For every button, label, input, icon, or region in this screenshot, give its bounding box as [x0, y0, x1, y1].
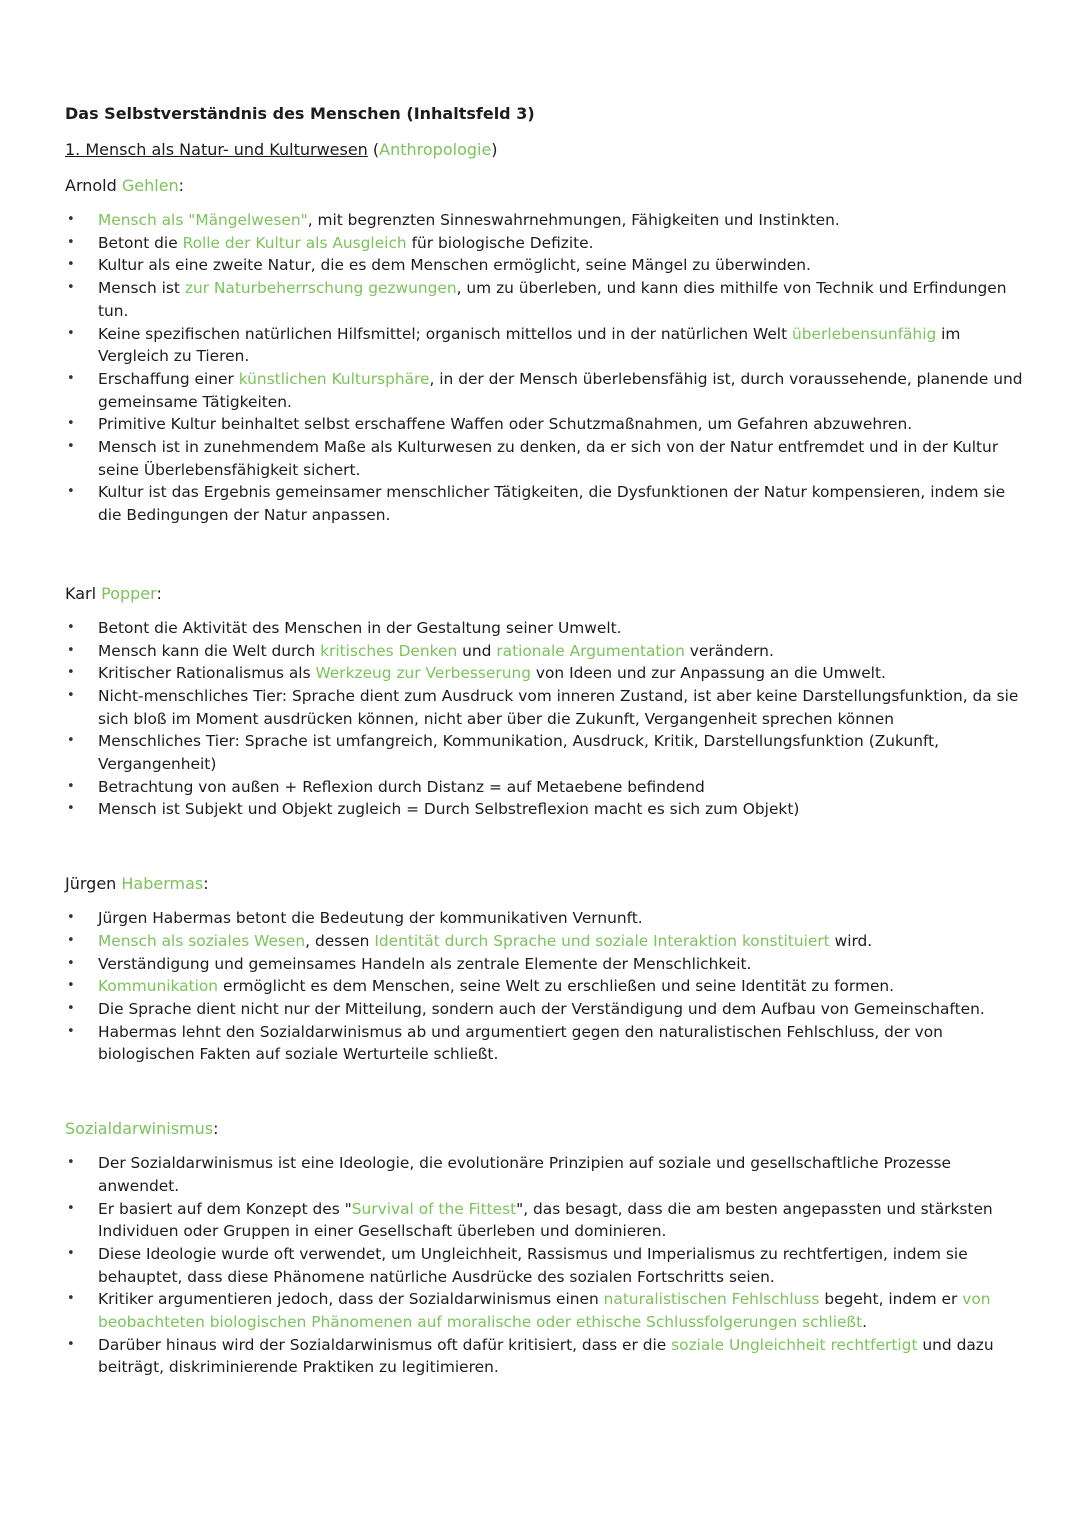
document-title: Das Selbstverständnis des Menschen (Inhaltsfeld 3) — [65, 104, 535, 123]
bullet-icon: • — [67, 325, 75, 341]
bullet-icon: • — [67, 1200, 75, 1216]
list-item: • Mensch ist Subjekt und Objekt zugleich = Durch Selbstreflexion macht es sich zum Objekt) — [65, 798, 1025, 821]
list-item: • Erschaffung einer künstlichen Kultursphäre, in der der Mensch überlebensfähig ist, durch voraussehende, planende und gemeinsame Tätigkeiten. — [67, 369, 1023, 411]
list-item: • Mensch als soziales Wesen, dessen Identität durch Sprache und soziale Interaktion konstituiert wird. — [65, 930, 1025, 953]
list-item: • Nicht-menschliches Tier: Sprache dient zum Ausdruck vom inneren Zustand, ist aber keine Darstellungsfunktion, da sie sich bloß im Moment ausdrücken können, nicht aber über die Zukunft, Vergangenheit sprechen können — [67, 686, 1019, 728]
bullet-icon: • — [67, 1000, 75, 1016]
list-item: • Diese Ideologie wurde oft verwendet, um Ungleichheit, Rassismus und Imperialismus zu rechtfertigen, indem sie behauptet, dass diese Phänomene natürliche Ausdrücke des sozialen Fortschritts seien. — [67, 1244, 968, 1286]
list-item: • Betont die Aktivität des Menschen in der Gestaltung seiner Umwelt. — [65, 617, 1025, 640]
section-heading-gehlen: Arnold Gehlen: — [65, 176, 185, 195]
bullet-icon: • — [67, 932, 75, 948]
bullet-icon: • — [67, 619, 75, 635]
bullet-icon: • — [67, 955, 75, 971]
bullet-icon: • — [67, 484, 75, 500]
section-popper — [65, 583, 1025, 821]
list-item: • Kritischer Rationalismus als Werkzeug zur Verbesserung von Ideen und zur Anpassung an die Umwelt. — [65, 662, 1025, 685]
list-item: • Kultur ist das Ergebnis gemeinsamer menschlicher Tätigkeiten, die Dysfunktionen der Natur kompensieren, indem sie die Bedingungen der Natur anpassen. — [67, 483, 1006, 525]
list-item: • Jürgen Habermas betont die Bedeutung der kommunikativen Vernunft. — [65, 907, 1025, 930]
list-item: • Primitive Kultur beinhaltet selbst erschaffene Waffen oder Schutzmaßnahmen, um Gefahren abzuwehren. — [65, 413, 1025, 436]
bullet-icon: • — [67, 978, 75, 994]
list-item: • Mensch als "Mängelwesen", mit begrenzten Sinneswahrnehmungen, Fähigkeiten und Instinkten. — [65, 209, 1025, 232]
section-heading-popper: Karl Popper: — [65, 583, 162, 603]
section-sozialdarwinismus — [65, 1118, 1025, 1379]
list-item: • Kultur als eine zweite Natur, die es dem Menschen ermöglicht, seine Mängel zu überwinden. — [65, 254, 1025, 277]
bullet-icon: • — [67, 234, 75, 250]
bullet-icon: • — [67, 1023, 75, 1039]
list-item: • Mensch ist in zunehmendem Maße als Kulturwesen zu denken, da er sich von der Natur entfremdet und in der Kultur seine Überlebensfähigkeit sichert. — [67, 438, 999, 479]
list-item: • Mensch ist zur Naturbeherrschung gezwungen, um zu überleben, und kann dies mithilfe von Technik und Erfindungen tun. — [67, 279, 1007, 320]
list-item: • Darüber hinaus wird der Sozialdarwinismus oft dafür kritisiert, dass er die soziale Ungleichheit rechtfertigt und dazu beiträgt, diskriminierende Praktiken zu legitimieren. — [67, 1335, 994, 1377]
bullet-icon: • — [67, 1291, 75, 1307]
bullet-icon: • — [67, 665, 75, 681]
chapter-title: 1. Mensch als Natur- und Kulturwesen — [65, 140, 368, 159]
bullet-icon: • — [67, 280, 75, 296]
bullet-icon: • — [67, 1155, 75, 1171]
bullet-list-habermas — [65, 907, 1025, 1066]
section-gehlen — [65, 175, 1025, 527]
list-item: • Keine spezifischen natürlichen Hilfsmittel; organisch mittellos und in der natürlichen Welt überlebensunfähig im Vergleich zu Tieren. — [67, 324, 961, 366]
list-item: • Kritiker argumentieren jedoch, dass der Sozialdarwinismus einen naturalistischen Fehlschluss begeht, indem er von beobachteten biologischen Phänomenen auf moralische oder ethische Schlussfolgerungen schließt. — [67, 1290, 991, 1332]
section-heading-habermas: Jürgen Habermas: — [65, 874, 209, 894]
section-habermas — [65, 873, 1025, 1066]
bullet-icon: • — [67, 733, 75, 749]
chapter-topic: Anthropologie — [379, 140, 492, 159]
bullet-icon: • — [67, 778, 75, 794]
document-page — [65, 103, 1025, 1379]
list-item: • Er basiert auf dem Konzept des "Survival of the Fittest", das besagt, dass die am besten angepassten und stärksten Individuen oder Gruppen in einer Gesellschaft überleben und dominieren. — [67, 1199, 993, 1241]
bullet-icon: • — [67, 1336, 75, 1352]
bullet-icon: • — [67, 257, 75, 273]
bullet-icon: • — [67, 439, 75, 455]
list-item: • Betont die Rolle der Kultur als Ausgleich für biologische Defizite. — [65, 232, 1025, 255]
list-item: • Mensch kann die Welt durch kritisches Denken und rationale Argumentation verändern. — [65, 640, 1025, 663]
bullet-icon: • — [67, 416, 75, 432]
list-item: • Der Sozialdarwinismus ist eine Ideologie, die evolutionäre Prinzipien auf soziale und gesellschaftliche Prozesse anwendet. — [67, 1154, 951, 1195]
list-item: • Kommunikation ermöglicht es dem Menschen, seine Welt zu erschließen und seine Identität zu formen. — [65, 975, 1025, 998]
list-item: • Verständigung und gemeinsames Handeln als zentrale Elemente der Menschlichkeit. — [65, 953, 1025, 976]
list-item: • Habermas lehnt den Sozialdarwinismus ab und argumentiert gegen den naturalistischen Fehlschluss, der von biologischen Fakten auf soziale Werturteile schließt. — [67, 1022, 943, 1064]
bullet-icon: • — [67, 801, 75, 817]
bullet-list-sozialdarwinismus — [65, 1152, 1025, 1379]
list-item: • Die Sprache dient nicht nur der Mitteilung, sondern auch der Verständigung und dem Aufbau von Gemeinschaften. — [65, 998, 1025, 1021]
bullet-list-gehlen — [65, 209, 1025, 527]
section-heading-sozialdarwinismus: Sozialdarwinismus: — [65, 1119, 219, 1139]
list-item: • Betrachtung von außen + Reflexion durch Distanz = auf Metaebene befindend — [65, 776, 1025, 799]
bullet-icon: • — [67, 212, 75, 227]
bullet-icon: • — [67, 642, 75, 658]
bullet-icon: • — [67, 687, 75, 703]
bullet-icon: • — [67, 370, 75, 386]
list-item: • Menschliches Tier: Sprache ist umfangreich, Kommunikation, Ausdruck, Kritik, Darstellungsfunktion (Zukunft, Vergangenheit) — [67, 732, 940, 774]
bullet-icon: • — [67, 910, 75, 926]
bullet-icon: • — [67, 1245, 75, 1261]
bullet-list-popper — [65, 617, 1025, 821]
chapter-heading: 1. Mensch als Natur- und Kulturwesen (Anthropologie) — [65, 140, 498, 159]
